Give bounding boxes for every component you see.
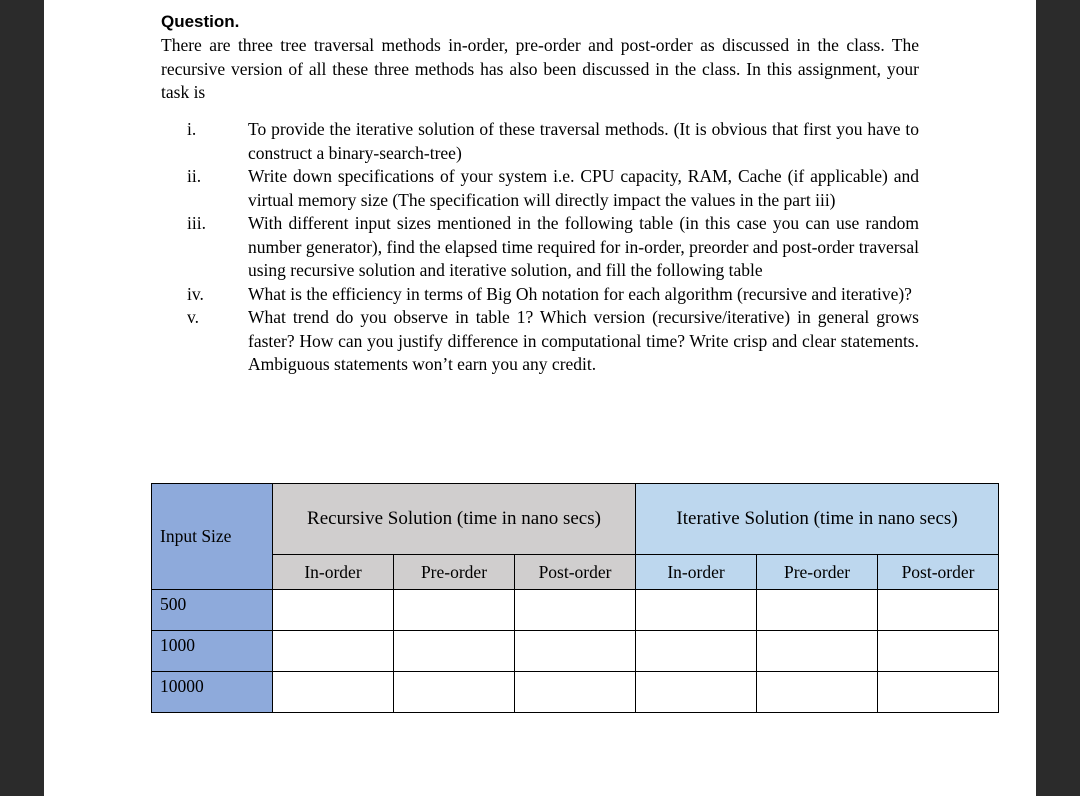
- table-cell: [757, 672, 878, 713]
- iterative-inorder-header: In-order: [636, 555, 757, 590]
- task-number: v.: [187, 307, 199, 327]
- table-row: [152, 590, 999, 631]
- task-number: i.: [187, 119, 197, 139]
- recursive-inorder-header: In-order: [273, 555, 394, 590]
- table-row: [152, 672, 999, 713]
- table-cell: [636, 672, 757, 713]
- input-size-header: Input Size: [152, 484, 273, 590]
- recursive-solution-header: Recursive Solution (time in nano secs): [273, 484, 636, 555]
- task-item: [161, 212, 919, 283]
- table-cell: [878, 631, 999, 672]
- task-list: [161, 118, 919, 377]
- table-cell: [273, 672, 394, 713]
- iterative-solution-header: Iterative Solution (time in nano secs): [636, 484, 999, 555]
- viewer-left-gutter: [0, 0, 44, 796]
- task-text: Write down specifications of your system i.e. CPU capacity, RAM, Cache (if applicable) and virtual memory size (The specification will directly impact the values in the part iii): [248, 166, 919, 210]
- iterative-postorder-header: Post-order: [878, 555, 999, 590]
- question-intro: There are three tree traversal methods in-order, pre-order and post-order as discussed in the class. The recursive version of all these three methods has also been discussed in the class. In this assignment, your task is: [161, 35, 919, 102]
- table-cell: [394, 672, 515, 713]
- task-item: [161, 165, 919, 212]
- table-cell: [273, 590, 394, 631]
- task-text: What trend do you observe in table 1? Which version (recursive/iterative) in general grows faster? How can you justify difference in computational time? Write crisp and clear statements. Ambiguous statements won’t earn you any credit.: [248, 307, 919, 374]
- table-cell: [515, 631, 636, 672]
- iterative-preorder-header: Pre-order: [757, 555, 878, 590]
- table-cell: [394, 631, 515, 672]
- task-text: What is the efficiency in terms of Big Oh notation for each algorithm (recursive and iterative)?: [248, 283, 912, 304]
- task-item: [161, 118, 919, 165]
- table-cell: [515, 590, 636, 631]
- table-cell: [878, 590, 999, 631]
- task-text: To provide the iterative solution of these traversal methods. (It is obvious that first you have to construct a binary-search-tree): [248, 119, 919, 163]
- task-item: [161, 306, 919, 377]
- table-cell: [757, 631, 878, 672]
- table-row: [152, 631, 999, 672]
- task-text: With different input sizes mentioned in the following table (in this case you can use random number generator), find the elapsed time required for in-order, preorder and post-order traversal using recursive solution and iterative solution, and fill the following table: [248, 213, 919, 280]
- document-page: [44, 0, 1036, 796]
- input-size-cell: 500: [152, 590, 273, 631]
- input-size-cell: 10000: [152, 672, 273, 713]
- table-cell: [636, 631, 757, 672]
- results-table: [151, 483, 999, 713]
- task-number: iii.: [187, 213, 206, 233]
- recursive-postorder-header: Post-order: [515, 555, 636, 590]
- task-number: ii.: [187, 166, 202, 186]
- input-size-cell: 1000: [152, 631, 273, 672]
- table-cell: [273, 631, 394, 672]
- table-cell: [636, 590, 757, 631]
- recursive-preorder-header: Pre-order: [394, 555, 515, 590]
- table-cell: [515, 672, 636, 713]
- table-cell: [878, 672, 999, 713]
- viewer-right-gutter: [1036, 0, 1080, 796]
- task-number: iv.: [187, 283, 204, 304]
- table-cell: [394, 590, 515, 631]
- task-item: [161, 283, 919, 307]
- question-heading: Question.: [161, 12, 240, 31]
- table-cell: [757, 590, 878, 631]
